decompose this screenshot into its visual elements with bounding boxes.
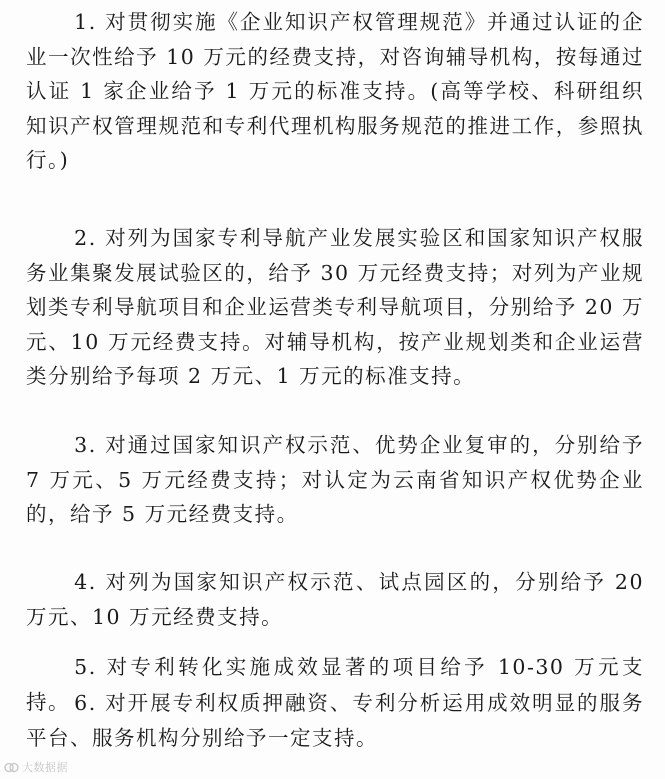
policy-paragraph-6: 6. 对开展专利权质押融资、专利分析运用成效明显的服务平台、服务机构分别给予一定支持。 [26,691,644,750]
watermark-logo-icon [4,762,19,773]
watermark [4,759,68,775]
policy-paragraph-4: 4. 对列为国家知识产权示范、试点园区的，分别给予 20 万元、10 万元经费支持。 [26,570,644,629]
policy-paragraph-2: 2. 对列为国家专利导航产业发展实验区和国家知识产权服务业集聚发展试验区的，给予 30 万元经费支持；对列为产业规划类专利导航项目和企业运营类专利导航项目，分别给予 20 万元、10 万元经费支持。对辅导机构，按产业规划类和企业运营类分别给予每项 2 万元、1 万元的标准支持。 [26,226,644,389]
policy-paragraph-1: 1. 对贯彻实施《企业知识产权管理规范》并通过认证的企业一次性给予 10 万元的经费支持，对咨询辅导机构，按每通过认证 1 家企业给予 1 万元的标准支持。(高等学校、科研组织知识产权管理规范和专利代理机构服务规范的推进工作，参照执行。) [26,10,644,173]
policy-paragraph-5: 5. 对专利转化实施成效显著的项目给予 10-30 万元支持。 [26,655,644,714]
policy-paragraph-3: 3. 对通过国家知识产权示范、优势企业复审的，分别给予 7 万元、5 万元经费支持；对认定为云南省知识产权优势企业的，给予 5 万元经费支持。 [26,433,644,527]
watermark-text: 大数据据 [22,761,68,774]
